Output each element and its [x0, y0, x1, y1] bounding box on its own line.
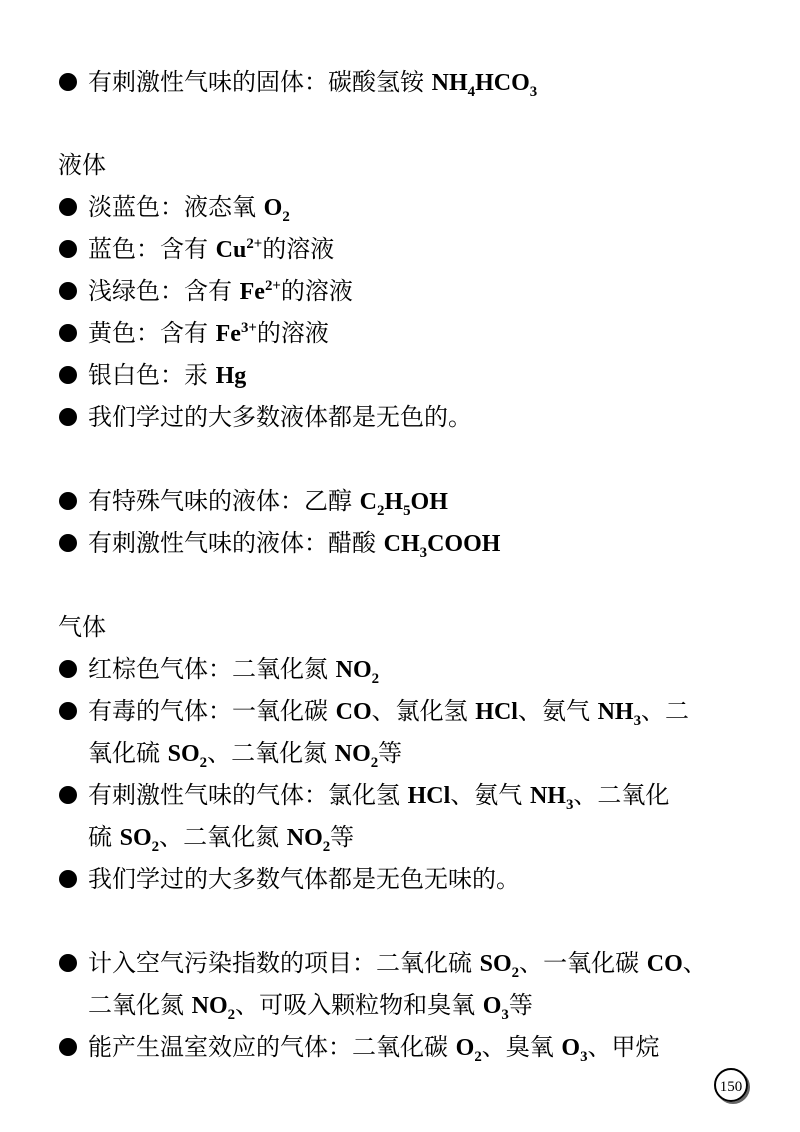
item-text: 的溶液	[262, 235, 335, 263]
item-text: 的溶液	[256, 319, 329, 347]
formula-subscript: 2	[370, 754, 379, 771]
formula-subscript: 2	[199, 754, 208, 771]
bullet-icon	[59, 870, 77, 888]
formula: HCl	[475, 699, 518, 725]
formula-subscript: 3	[633, 712, 642, 729]
formula-subscript: 5	[403, 502, 411, 519]
bullet-icon	[59, 702, 77, 720]
list-item	[58, 648, 748, 690]
bullet-icon	[59, 366, 77, 384]
liquid-section	[58, 144, 748, 438]
bullet-icon	[59, 408, 77, 426]
formula: OH	[410, 489, 448, 515]
item-text: 、二	[641, 697, 690, 725]
ion-charge: 2+	[246, 236, 263, 252]
formula: Cu	[215, 237, 247, 263]
list-item	[58, 1026, 748, 1068]
bullet-icon	[59, 786, 77, 804]
bullet-icon	[59, 1038, 77, 1056]
item-text: 、可吸入颗粒物和臭氧	[235, 991, 483, 1019]
item-text: 、二氧化氮	[159, 823, 287, 851]
formula-subscript: 2	[474, 1048, 482, 1065]
formula: SO	[167, 741, 200, 767]
formula-subscript: 2	[322, 838, 331, 855]
item-text: 二氧化氮	[88, 991, 192, 1019]
item-text: 、	[682, 949, 707, 977]
item-text: 能产生温室效应的气体：二氧化碳	[88, 1033, 456, 1061]
item-text: 、一氧化碳	[519, 949, 647, 977]
formula: SO	[119, 825, 152, 851]
formula-subscript: 2	[151, 838, 160, 855]
item-text: 硫	[88, 823, 120, 851]
formula-subscript: 2	[371, 670, 380, 687]
bullet-icon	[59, 534, 77, 552]
list-item	[58, 522, 748, 564]
item-text: 、二氧化	[573, 781, 670, 809]
formula-subscript: 4	[467, 83, 476, 100]
list-item	[58, 690, 748, 732]
list-item	[58, 396, 748, 438]
bullet-icon	[59, 282, 77, 300]
ion-charge: 2+	[264, 278, 281, 294]
list-item	[58, 186, 748, 228]
gas-section	[58, 606, 748, 900]
list-item	[58, 228, 748, 270]
item-text: 红棕色气体：二氧化氮	[88, 655, 336, 683]
bullet-icon	[59, 954, 77, 972]
formula-subscript: 2	[376, 502, 385, 519]
formula: NH	[597, 699, 634, 725]
formula: O	[263, 195, 283, 221]
item-text: 有刺激性气味的气体：氯化氢	[88, 781, 408, 809]
item-text: 黄色：含有	[88, 319, 216, 347]
formula-subscript: 2	[227, 1006, 236, 1023]
formula: CO	[646, 951, 683, 977]
formula: NO	[335, 657, 372, 683]
solid-section	[58, 61, 748, 103]
formula: O	[482, 993, 502, 1019]
item-text: 、二氧化氮	[207, 739, 335, 767]
item-text: 有刺激性气味的固体：碳酸氢铵	[88, 68, 432, 96]
bullet-icon	[59, 492, 77, 510]
formula-subscript: 3	[529, 83, 538, 100]
item-text: 等	[508, 991, 533, 1019]
formula: Fe	[239, 279, 265, 305]
formula-subscript: 3	[501, 1006, 509, 1023]
item-text: 、甲烷	[587, 1033, 660, 1061]
item-text: 等	[378, 739, 403, 767]
item-text: 淡蓝色：液态氧	[88, 193, 264, 221]
formula: CO	[335, 699, 372, 725]
formula: CH	[383, 531, 420, 557]
bullet-icon	[59, 660, 77, 678]
formula: NH	[431, 70, 468, 96]
list-item	[58, 480, 748, 522]
formula-subscript: 3	[565, 796, 574, 813]
formula: NO	[334, 741, 371, 767]
bullet-icon	[59, 324, 77, 342]
item-text: 的溶液	[280, 277, 353, 305]
section-heading-liquid: 液体	[58, 151, 106, 179]
bullet-icon	[59, 73, 77, 91]
formula: Hg	[215, 363, 247, 389]
formula: NO	[286, 825, 323, 851]
page-number: 150	[714, 1068, 748, 1102]
item-text: 有特殊气味的液体：乙醇	[88, 487, 360, 515]
list-item-continuation	[58, 816, 748, 858]
formula-subscript: 2	[511, 964, 520, 981]
formula: NH	[529, 783, 566, 809]
formula: COOH	[427, 531, 501, 557]
formula: SO	[479, 951, 512, 977]
item-text: 等	[330, 823, 355, 851]
item-text: 、氯化氢	[371, 697, 476, 725]
list-item	[58, 61, 748, 103]
liquid-odor-section	[58, 480, 748, 564]
item-text: 有刺激性气味的液体：醋酸	[88, 529, 384, 557]
formula: Fe	[215, 321, 241, 347]
item-text: 我们学过的大多数气体都是无色无味的。	[88, 865, 520, 893]
formula: H	[384, 489, 404, 515]
item-text: 、氨气	[450, 781, 530, 809]
formula: O	[455, 1035, 475, 1061]
gas-environment-section	[58, 942, 748, 1068]
formula: C	[359, 489, 377, 515]
list-item	[58, 312, 748, 354]
item-text: 氧化硫	[88, 739, 168, 767]
formula: HCO	[475, 70, 530, 96]
formula-subscript: 3	[419, 544, 428, 561]
item-text: 有毒的气体：一氧化碳	[88, 697, 336, 725]
bullet-icon	[59, 240, 77, 258]
formula-subscript: 2	[282, 208, 290, 225]
item-text: 计入空气污染指数的项目：二氧化硫	[88, 949, 480, 977]
formula-subscript: 3	[580, 1048, 588, 1065]
list-item	[58, 354, 748, 396]
list-item	[58, 942, 748, 984]
formula: HCl	[407, 783, 451, 809]
list-item	[58, 270, 748, 312]
item-text: 、氨气	[517, 697, 598, 725]
item-text: 浅绿色：含有	[88, 277, 240, 305]
section-heading-gas: 气体	[58, 613, 106, 641]
list-item-continuation	[58, 984, 748, 1026]
item-text: 、臭氧	[481, 1033, 562, 1061]
ion-charge: 3+	[240, 320, 257, 336]
list-item-continuation	[58, 732, 748, 774]
formula: NO	[191, 993, 228, 1019]
item-text: 蓝色：含有	[88, 235, 216, 263]
formula: O	[561, 1035, 581, 1061]
list-item	[58, 858, 748, 900]
item-text: 银白色：汞	[88, 361, 216, 389]
list-item	[58, 774, 748, 816]
bullet-icon	[59, 198, 77, 216]
item-text: 我们学过的大多数液体都是无色的。	[88, 403, 472, 431]
